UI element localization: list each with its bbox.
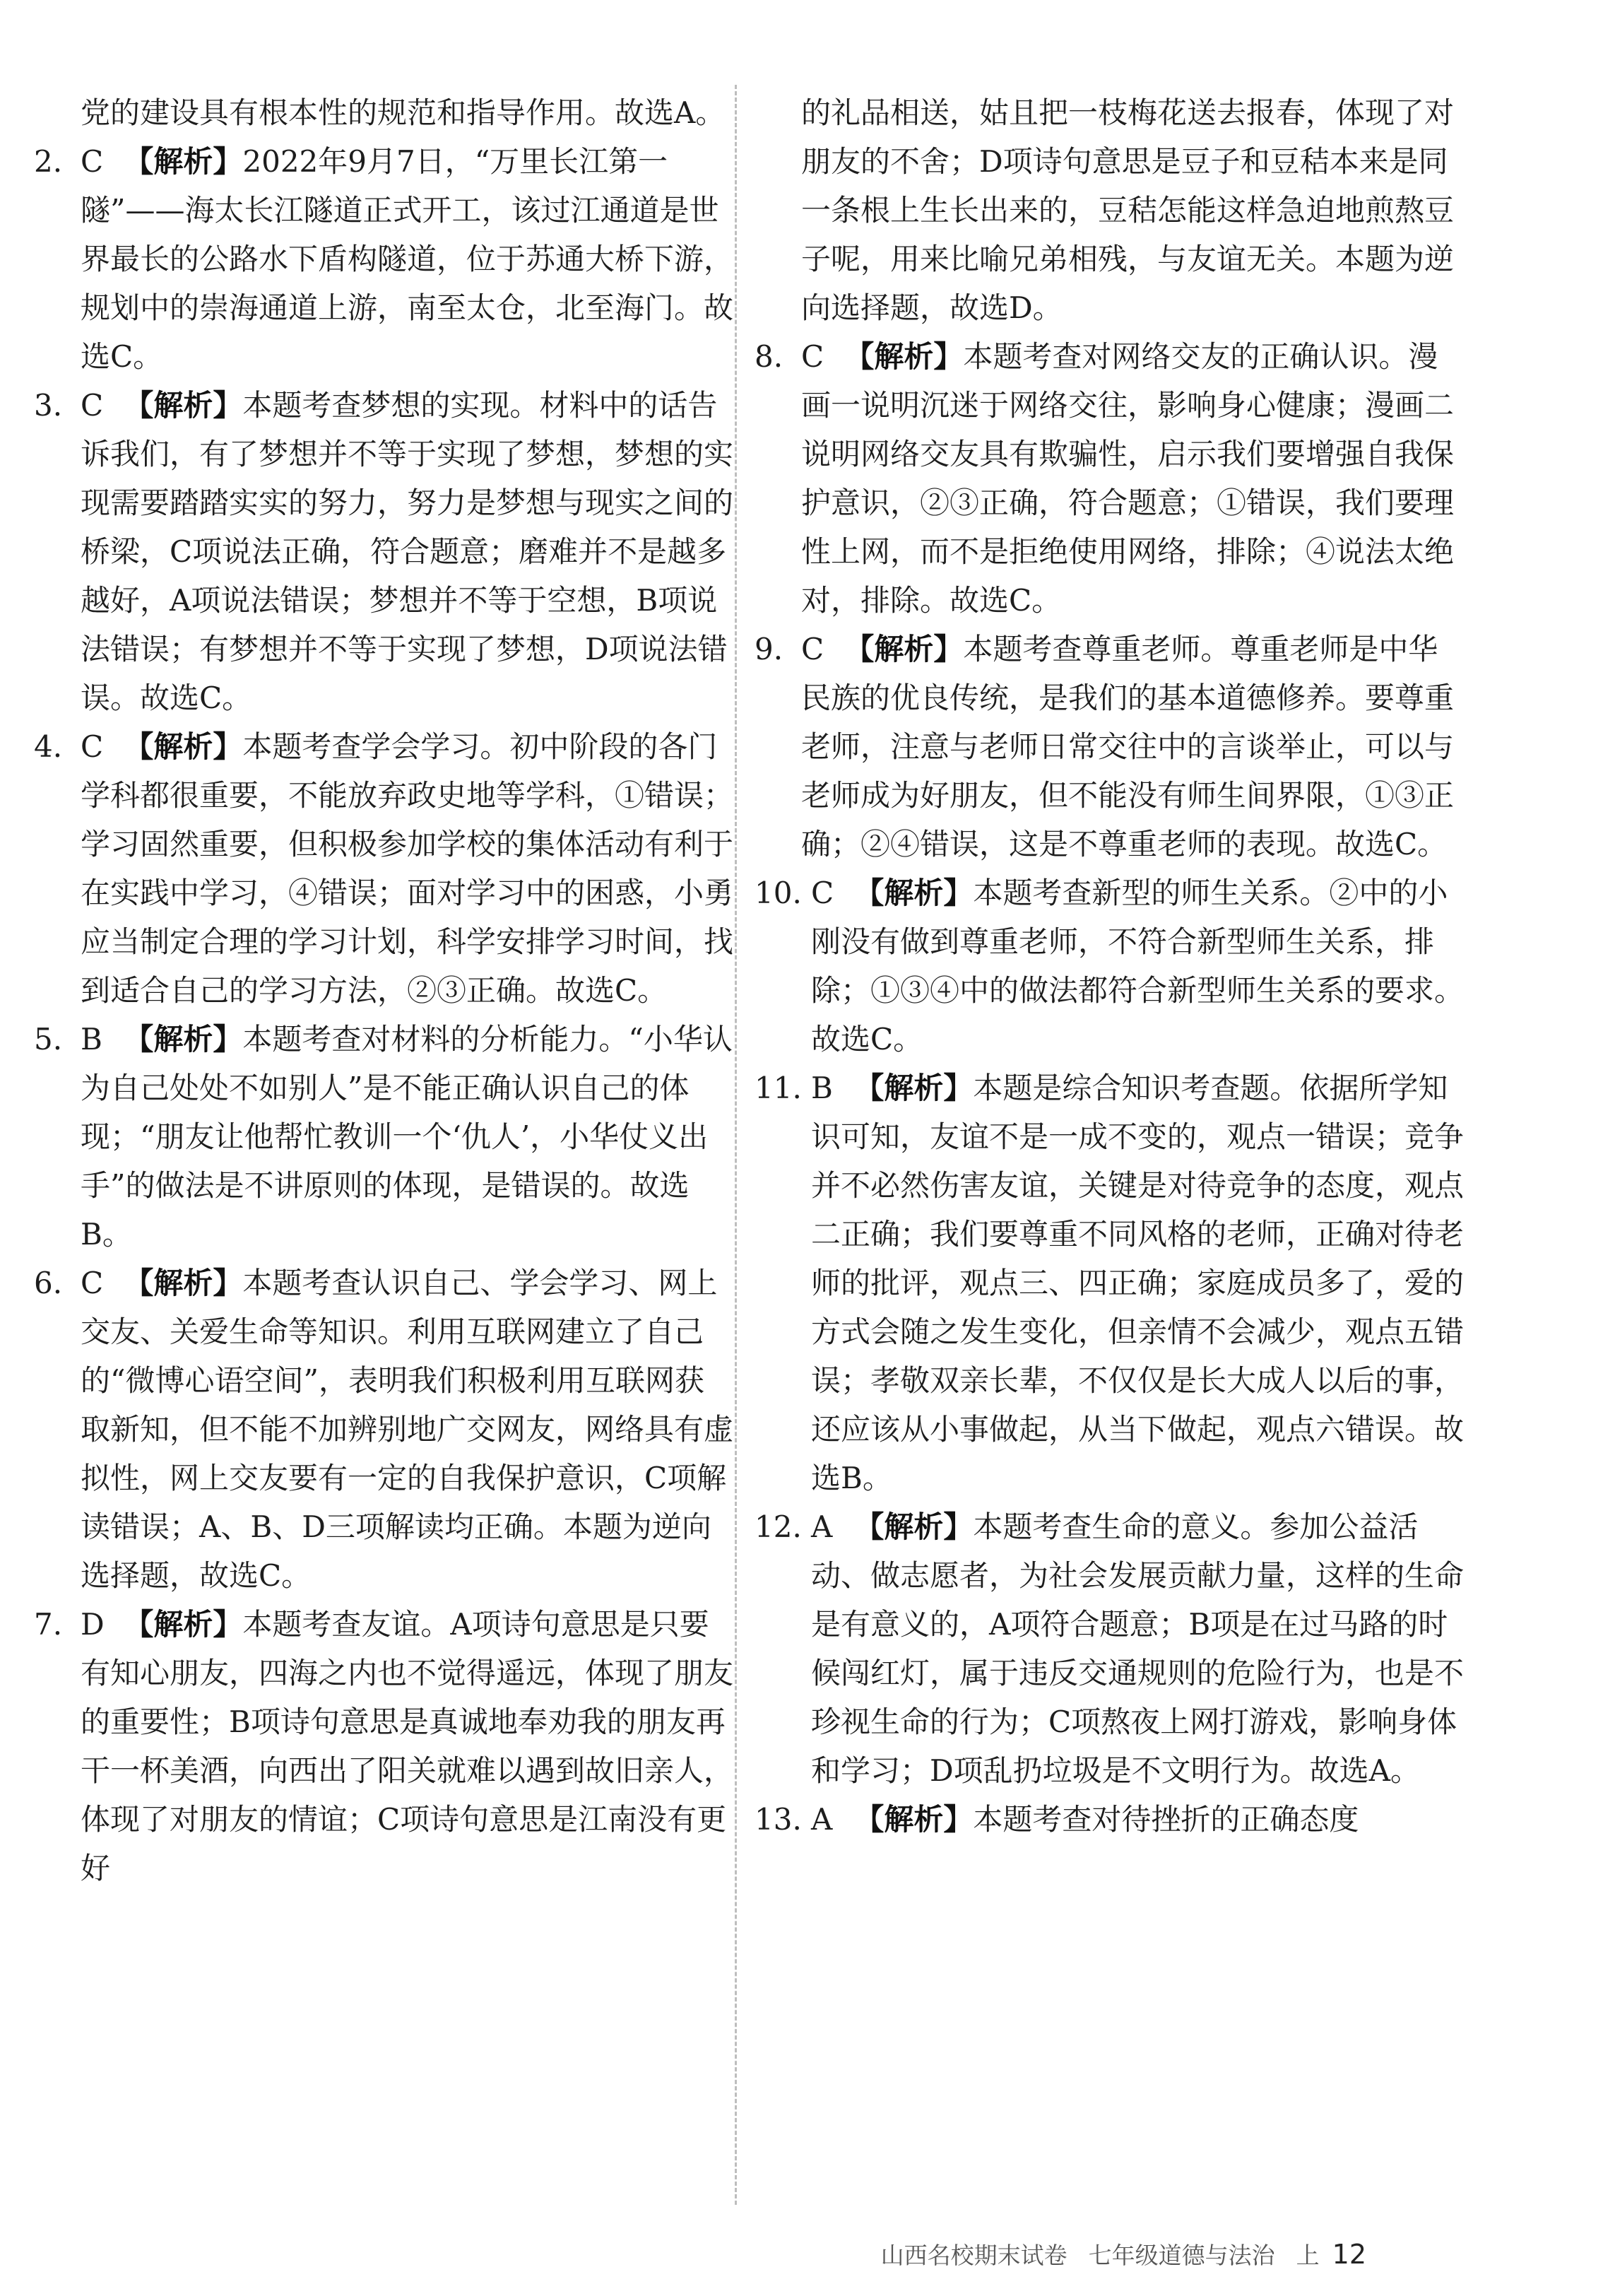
answer-item-11: 11. B 【解析】本题是综合知识考查题。依据所学知识可知，友谊不是一成不变的，观点一错误；竞争并不必然伤害友谊，关键是对待竞争的态度，观点二正确；我们要尊重不同风格的老师，正确对待老师的批评，观点三、四正确；家庭成员多了，爱的方式会随之发生变化，但亲情不会减少，观点五错误；孝敬双亲长辈，不仅仅是长大成人以后的事，还应该从小事做起，从当下做起，观点六错误。故选B。 <box>755 1071 1465 1495</box>
analysis-tag: 【解析】 <box>844 339 964 374</box>
analysis-tag: 【解析】 <box>124 388 243 423</box>
left-column <box>34 88 733 1892</box>
footer-subject: 七年级道德与法治 <box>1088 2242 1275 2269</box>
analysis-tag: 【解析】 <box>844 632 964 666</box>
analysis-tag: 【解析】 <box>124 1266 243 1300</box>
analysis-tag: 【解析】 <box>854 1071 974 1105</box>
answer-item-5: 5. B 【解析】本题考查对材料的分析能力。“小华认为自己处处不如别人”是不能正确认识自己的体现；“朋友让他帮忙教训一个‘仇人’，小华仗义出手”的做法是不讲原则的体现，是错误的。故选B。 <box>34 1022 733 1252</box>
column-divider <box>735 85 737 2205</box>
item-7-continuation: 的礼品相送，姑且把一枝梅花送去报春，体现了对朋友的不舍；D项诗句意思是豆子和豆秸本来是同一条根上生长出来的，豆秸怎能这样急迫地煎熬豆子呢，用来比喻兄弟相残，与友谊无关。本题为逆向选择题，故选D。 <box>801 95 1455 325</box>
analysis-tag: 【解析】 <box>854 1802 974 1837</box>
analysis-tag: 【解析】 <box>854 1509 974 1544</box>
right-column <box>755 88 1465 1844</box>
answer-item-3: 3. C 【解析】本题考查梦想的实现。材料中的话告诉我们，有了梦想并不等于实现了梦想，梦想的实现需要踏踏实实的努力，努力是梦想与现实之间的桥梁，C项说法正确，符合题意；磨难并不是越多越好，A项说法错误；梦想并不等于空想，B项说法错误；有梦想并不等于实现了梦想，D项说法错误。故选C。 <box>34 388 734 715</box>
answer-item-2: 2. C 【解析】2022年9月7日，“万里长江第一隧”——海太长江隧道正式开工，该过江通道是世界最长的公路水下盾构隧道，位于苏通大桥下游，规划中的崇海通道上游，南至太仓，北至海门。故选C。 <box>34 144 734 374</box>
answer-item-6: 6. C 【解析】本题考查认识自己、学会学习、网上交友、关爱生命等知识。利用互联网建立了自己的“微博心语空间”，表明我们积极利用互联网获取新知，但不能不加辨别地广交网友，网络具有虚拟性，网上交友要有一定的自我保护意识，C项解读错误；A、B、D三项解读均正确。本题为逆向选择题，故选C。 <box>34 1266 734 1593</box>
analysis-tag: 【解析】 <box>124 729 243 764</box>
item-1-continuation: 党的建设具有根本性的规范和指导作用。故选A。 <box>81 95 726 130</box>
answer-item-8: 8. C 【解析】本题考查对网络交友的正确认识。漫画一说明沉迷于网络交往，影响身心健康；漫画二说明网络交友具有欺骗性，启示我们要增强自我保护意识，②③正确，符合题意；①错误，我们要理性上网，而不是拒绝使用网络，排除；④说法太绝对，排除。故选C。 <box>755 339 1455 618</box>
answer-item-13: 13. A 【解析】本题考查对待挫折的正确态度 <box>755 1802 1359 1837</box>
analysis-tag: 【解析】 <box>124 1607 243 1642</box>
footer-book-title: 山西名校期末试卷 <box>880 2242 1067 2269</box>
analysis-tag: 【解析】 <box>124 144 243 179</box>
answer-item-10: 10. C 【解析】本题考查新型的师生关系。②中的小刚没有做到尊重老师，不符合新型师生关系，排除；①③④中的做法都符合新型师生关系的要求。故选C。 <box>755 876 1465 1056</box>
analysis-tag: 【解析】 <box>124 1022 243 1056</box>
analysis-tag: 【解析】 <box>854 876 974 910</box>
answer-item-12: 12. A 【解析】本题考查生命的意义。参加公益活动、做志愿者，为社会发展贡献力量，这样的生命是有意义的，A项符合题意；B项是在过马路的时候闯红灯，属于违反交通规则的危险行为，也是不珍视生命的行为；C项熬夜上网打游戏，影响身体和学习；D项乱扔垃圾是不文明行为。故选A。 <box>755 1509 1465 1788</box>
footer-volume: 上 <box>1296 2242 1320 2269</box>
answer-item-7: 7. D 【解析】本题考查友谊。A项诗句意思是只要有知心朋友，四海之内也不觉得遥远，体现了朋友的重要性；B项诗句意思是真诚地奉劝我的朋友再干一杯美酒，向西出了阳关就难以遇到故旧亲人，体现了对朋友的情谊；C项诗句意思是江南没有更好 <box>34 1607 734 1885</box>
answer-item-9: 9. C 【解析】本题考查尊重老师。尊重老师是中华民族的优良传统，是我们的基本道德修养。要尊重老师，注意与老师日常交往中的言谈举止，可以与老师成为好朋友，但不能没有师生间界限，①③正确；②④错误，这是不尊重老师的表现。故选C。 <box>755 632 1455 861</box>
page-number: 12 <box>1332 2239 1366 2270</box>
page-footer <box>881 2237 1366 2271</box>
answer-item-4: 4. C 【解析】本题考查学会学习。初中阶段的各门学科都很重要，不能放弃政史地等学科，①错误；学习固然重要，但积极参加学校的集体活动有利于在实践中学习，④错误；面对学习中的困惑，小勇应当制定合理的学习计划，科学安排学习时间，找到适合自己的学习方法，②③正确。故选C。 <box>34 729 734 1008</box>
